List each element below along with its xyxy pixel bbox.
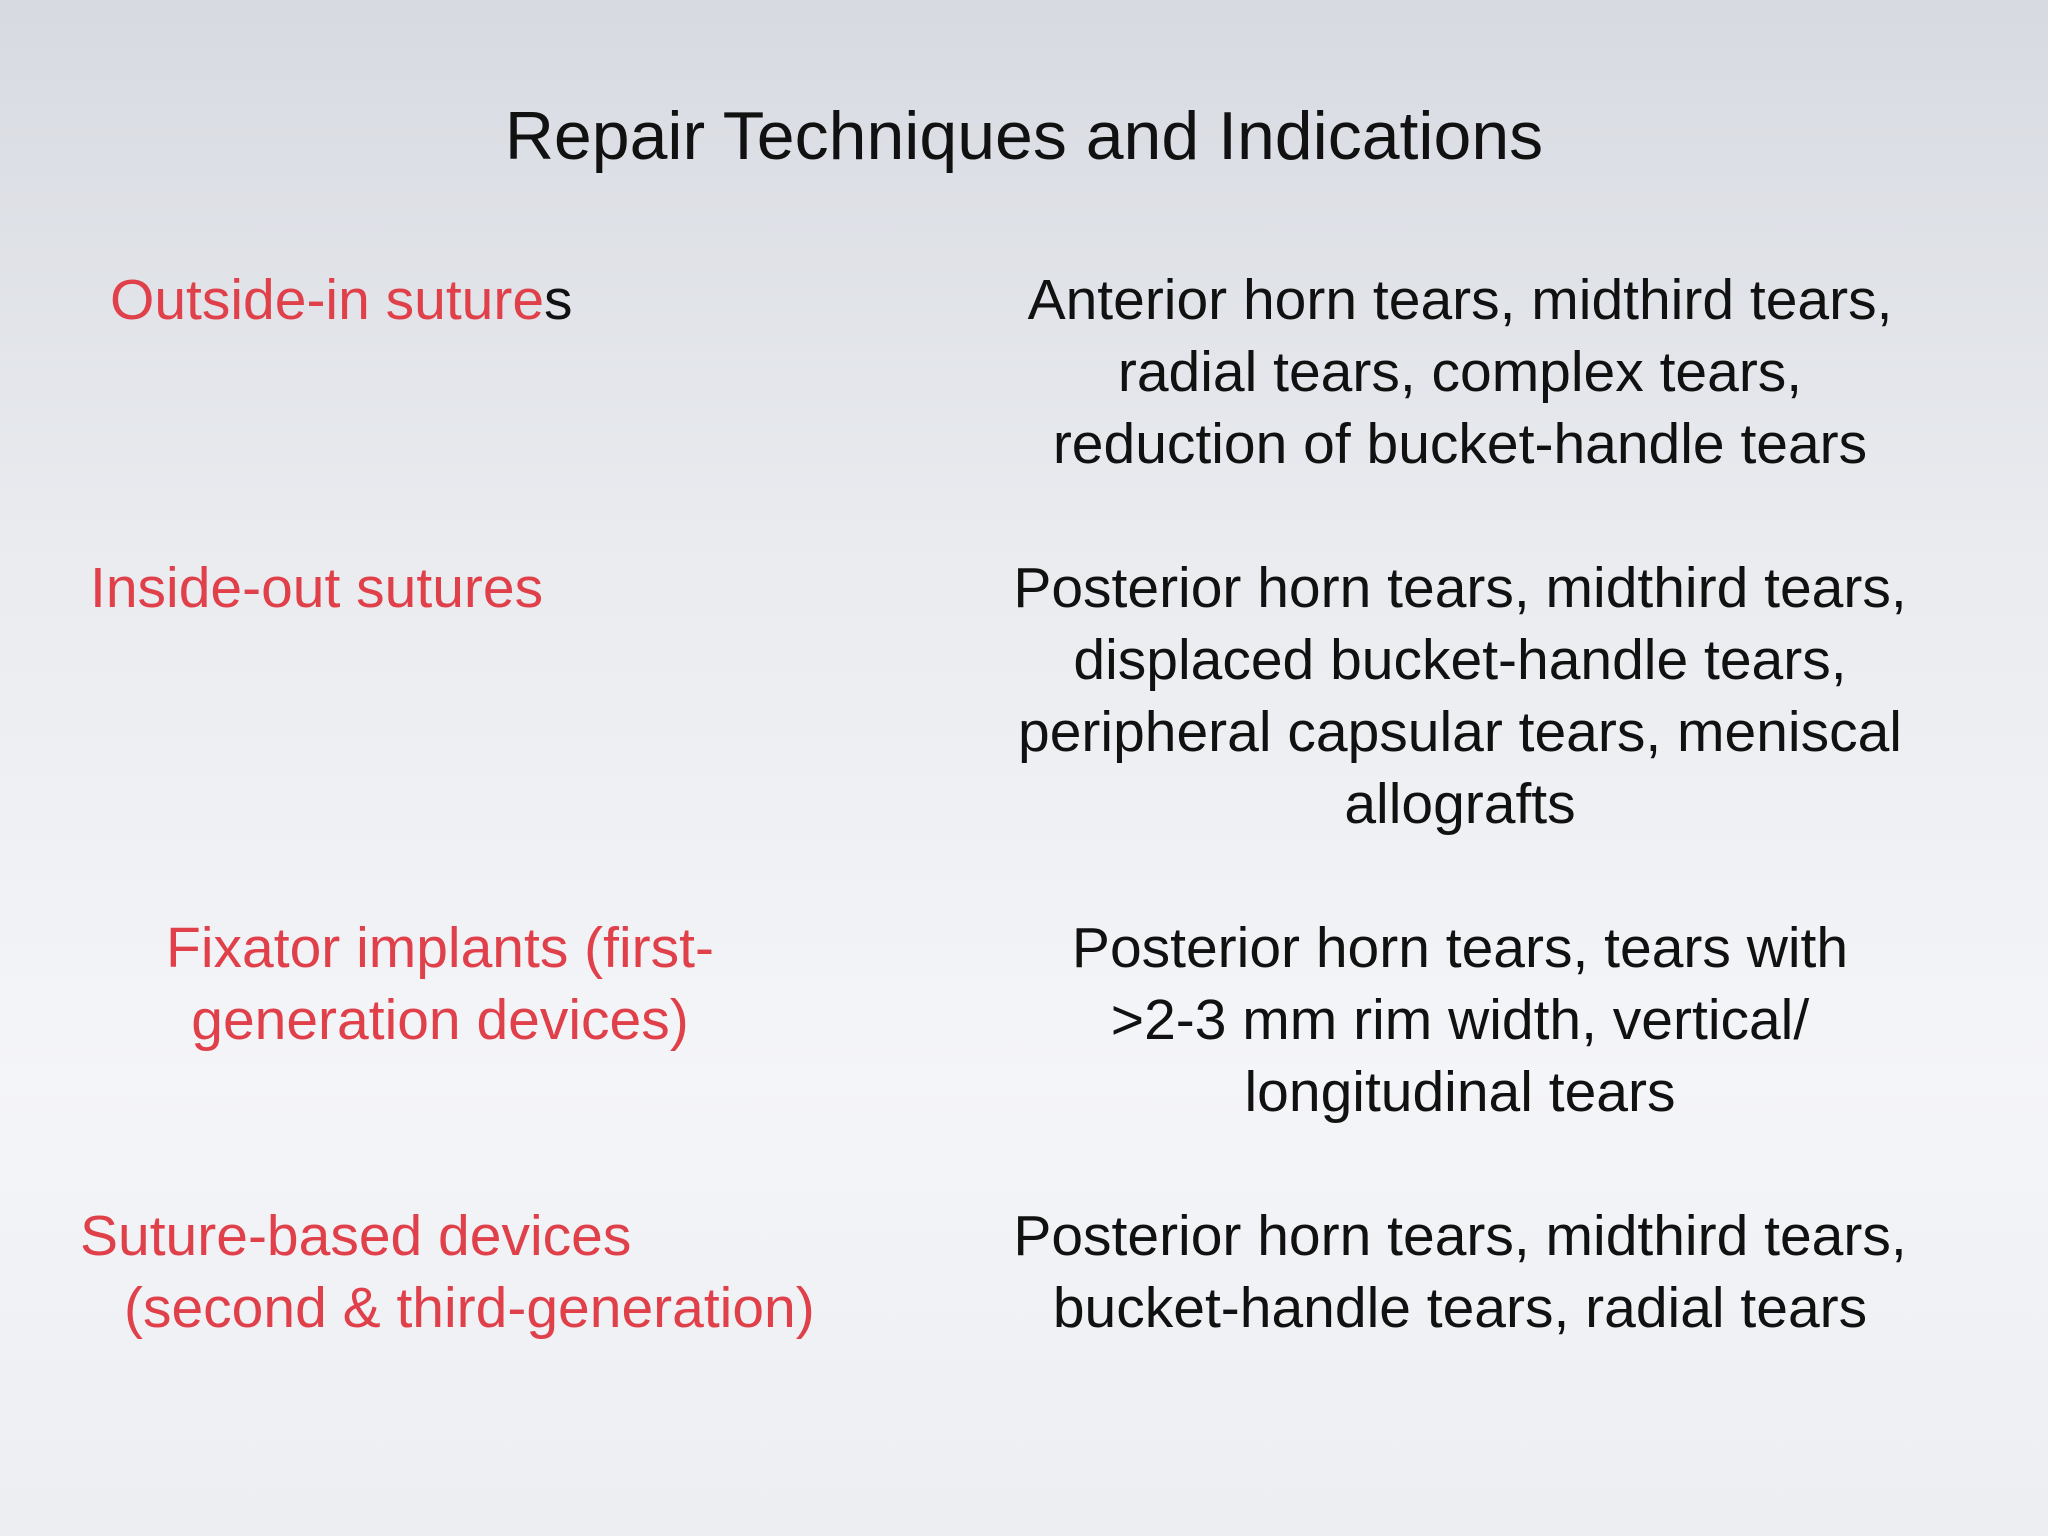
slide-title: Repair Techniques and Indications [504,98,1544,174]
technique-fixator-implants [150,912,730,1056]
indication-line: Posterior horn tears, tears with [1071,916,1849,980]
indication-line: Posterior horn tears, midthird tears, [1013,556,1907,620]
technique-line: generation devices) [191,988,689,1052]
indication-line: displaced bucket-handle tears, [1073,628,1847,692]
technique-outside-in-tail: s [544,268,573,332]
indication-line: Posterior horn tears, midthird tears, [1013,1204,1907,1268]
technique-outside-in [110,264,573,336]
indication-suture-based [960,1200,1960,1344]
indication-outside-in [960,264,1960,480]
technique-line: Inside-out sutures [90,556,544,620]
indication-line: longitudinal tears [1244,1060,1676,1124]
indication-line: radial tears, complex tears, [1117,340,1803,404]
technique-line: Fixator implants (first- [166,916,714,980]
technique-outside-in-label: Outside-in suture [110,268,545,332]
technique-line: (second & third-generation) [124,1276,815,1340]
indication-line: allografts [1344,772,1576,836]
technique-inside-out [90,552,543,624]
indication-line: reduction of bucket-handle tears [1052,412,1868,476]
indication-line: >2-3 mm rim width, vertical/ [1110,988,1810,1052]
indication-line: bucket-handle tears, radial tears [1052,1276,1868,1340]
indication-fixator-implants [960,912,1960,1128]
technique-suture-based [80,1200,815,1344]
indication-line: Anterior horn tears, midthird tears, [1027,268,1893,332]
technique-line: Suture-based devices [80,1204,632,1268]
indication-inside-out [960,552,1960,840]
indication-line: peripheral capsular tears, meniscal [1018,700,1902,764]
